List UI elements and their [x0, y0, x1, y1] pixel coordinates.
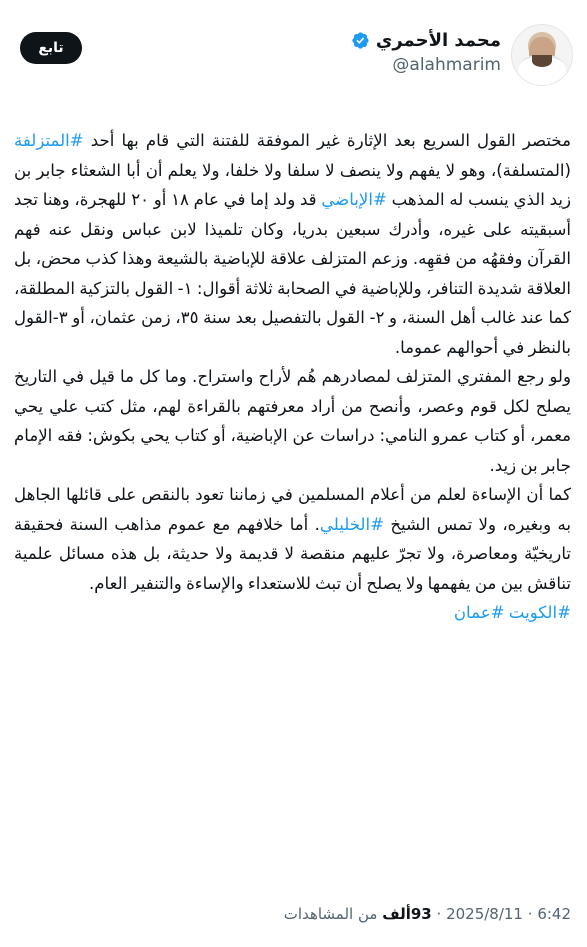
tweet-date[interactable]: 2025/8/11: [446, 905, 523, 923]
text-segment: كما أن الإساءة لعلم من أعلام المسلمين في زماننا تعود بالنقص على قائلها الجاهل به وبغيره، ولا تمس الشيخ: [14, 485, 571, 534]
tweet-time[interactable]: 6:42: [537, 905, 571, 923]
tweet-meta: [16, 905, 571, 923]
author-name[interactable]: محمد الأحمري: [375, 30, 501, 51]
separator: ·: [522, 905, 533, 923]
avatar[interactable]: [511, 24, 573, 86]
text-segment: قد ولد إما في عام ١٨ أو ٢٠ للهجرة، وهنا تجد أسبقيته على غيره، وأدرك سبعين بدريا، وكان تلميذا لابن عباس ونقل عنه فهم القرآن وفقهُه من فقهِه. وزعم المتزلف علاقة للإباضية بالشيعة وهذا كذب محض، بل العلاقة شديدة التنافر، وللإباضية في الصحابة ثلاثة أقوال: ١- القول بالتزكية المطلقة، كما عند غالب أهل السنة، و ٢- القول بالتفصيل بعد سنة ٣٥، زمن عثمان، أو ٣-القول بالنظر في أحوالهم عموما.: [14, 190, 572, 357]
text-segment: . أما خلافهم مع عموم مذاهب السنة فحقيقة تاريخيّة ومعاصرة، ولا تجرّ عليهم منقصة لا قديمة ولا حديثة، بل هذه مسائل علمية تناقش بين من يفهمها ولا يصلح أن تبث للاستعداء والإساءة والتنفير العام.: [14, 514, 571, 593]
separator: ·: [431, 905, 442, 923]
author-name-row[interactable]: [351, 30, 501, 51]
tweet-paragraph-3: [14, 480, 571, 598]
tweet-paragraph-1: [14, 126, 571, 362]
tweet-header: [20, 18, 573, 90]
author-info[interactable]: [351, 30, 501, 75]
hashtag-link[interactable]: #الإباضي: [321, 190, 387, 209]
views-count: 93ألف: [382, 905, 432, 923]
tweet-text: [14, 126, 571, 628]
author-handle[interactable]: @alahmarim: [392, 55, 501, 75]
views-label: من المشاهدات: [283, 905, 378, 923]
verified-badge-icon: [351, 31, 370, 50]
text-segment: (المتسلفة)، وهو لا يفهم ولا ينصف لا سلفا ولا خلفا، ولا يعلم أن أبا الشعثاء جابر بن زيد الذي ينسب له المذهب: [14, 160, 571, 209]
tweet-paragraph-2: ولو رجع المفتري المتزلف لمصادرهم هُم لأراح واستراح. وما كل ما قيل في التاريخ يصلح لكل قوم وعصر، وأنصح من أراد معرفتهم بالقراءة لهم، مثل كتب علي يحي معمر، أو كتاب عمرو النامي: دراسات عن الإباضية، أو كتاب يحي بكوش: فقه الإمام جابر بن زيد.: [14, 367, 571, 475]
avatar-beard: [532, 55, 552, 67]
hashtag-link[interactable]: #الكويت: [508, 603, 571, 622]
follow-button[interactable]: تابع: [20, 32, 82, 64]
tweet-hashtags: [14, 598, 571, 628]
text-segment: مختصر القول السريع بعد الإثارة غير الموفقة للفتنة التي قام بها أحد: [83, 131, 571, 150]
hashtag-link[interactable]: #الخليلي: [319, 514, 384, 534]
hashtag-link[interactable]: #عمان: [453, 603, 505, 622]
hashtag-link[interactable]: #المتزلفة: [14, 131, 84, 150]
